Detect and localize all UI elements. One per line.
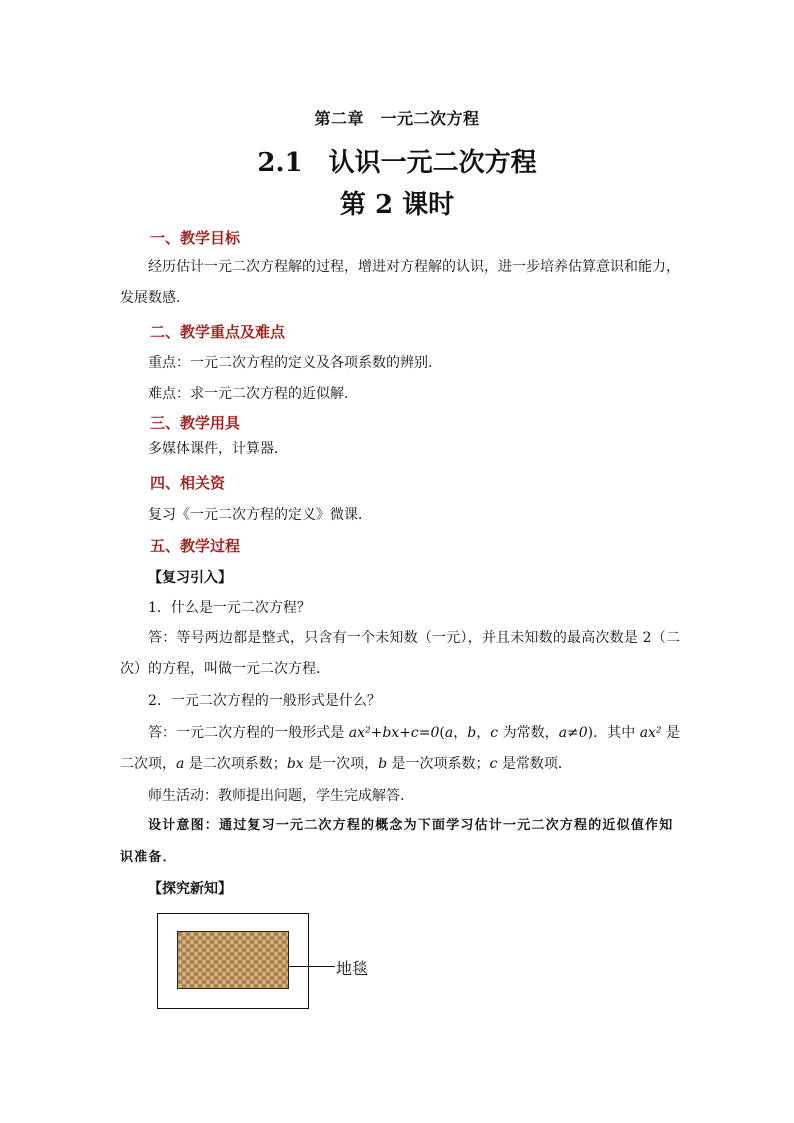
design-intent-text: 通过复习一元二次方程的概念为下面学习估计一元二次方程的近似值作知识准备．	[120, 818, 674, 865]
heading-teaching-goals: 一、教学目标	[150, 229, 241, 247]
design-intent	[120, 810, 680, 874]
formula-general-form: ax²+bx+c=0	[348, 725, 440, 741]
answer-1: 答：等号两边都是整式，只含有一个未知数（一元），并且未知数的最高次数是 2（二次）的方程，叫做一元二次方程．	[120, 630, 680, 677]
heading-teaching-tools: 三、教学用具	[150, 414, 241, 432]
question-2: 2．一元二次方程的一般形式是什么？	[148, 693, 381, 709]
room-outline	[157, 913, 309, 1009]
teaching-goals-text: 经历估计一元二次方程解的过程，增进对方程解的认识，进一步培养估算意识和能力，发展数感．	[120, 259, 680, 306]
carpet-label: 地毯	[336, 959, 369, 978]
heading-teaching-process: 五、教学过程	[150, 537, 241, 555]
lesson-period: 第 2 课时	[339, 190, 455, 220]
chapter-title: 第二章 一元二次方程	[314, 109, 480, 128]
carpet-leader-line	[289, 966, 335, 967]
heading-resources: 四、相关资	[150, 474, 226, 492]
design-intent-label: 设计意图：	[148, 818, 220, 833]
key-point-text: 重点：一元二次方程的定义及各项系数的辨别．	[148, 355, 442, 371]
review-intro-label: 【复习引入】	[148, 570, 232, 586]
explore-new-knowledge-label: 【探究新知】	[148, 881, 232, 897]
difficulty-text: 难点：求一元二次方程的近似解．	[148, 386, 358, 402]
resources-text: 复习《一元二次方程的定义》微课．	[148, 507, 372, 523]
teacher-student-activity: 师生活动：教师提出问题，学生完成解答．	[148, 788, 414, 804]
answer-2: 答：一元二次方程的一般形式是 ax²+bx+c=0(a，b，c 为常数，a≠0)．其中 ax² 是二次项，a 是二次项系数；bx 是一次项，b 是一次项系数；c 是常数项．	[120, 725, 681, 772]
question-1: 1．什么是一元二次方程？	[148, 600, 311, 616]
carpet-image	[177, 931, 289, 989]
lesson-title: 2.1 认识一元二次方程	[257, 148, 537, 178]
teaching-tools-text: 多媒体课件，计算器．	[148, 441, 288, 457]
heading-key-points: 二、教学重点及难点	[150, 323, 286, 341]
